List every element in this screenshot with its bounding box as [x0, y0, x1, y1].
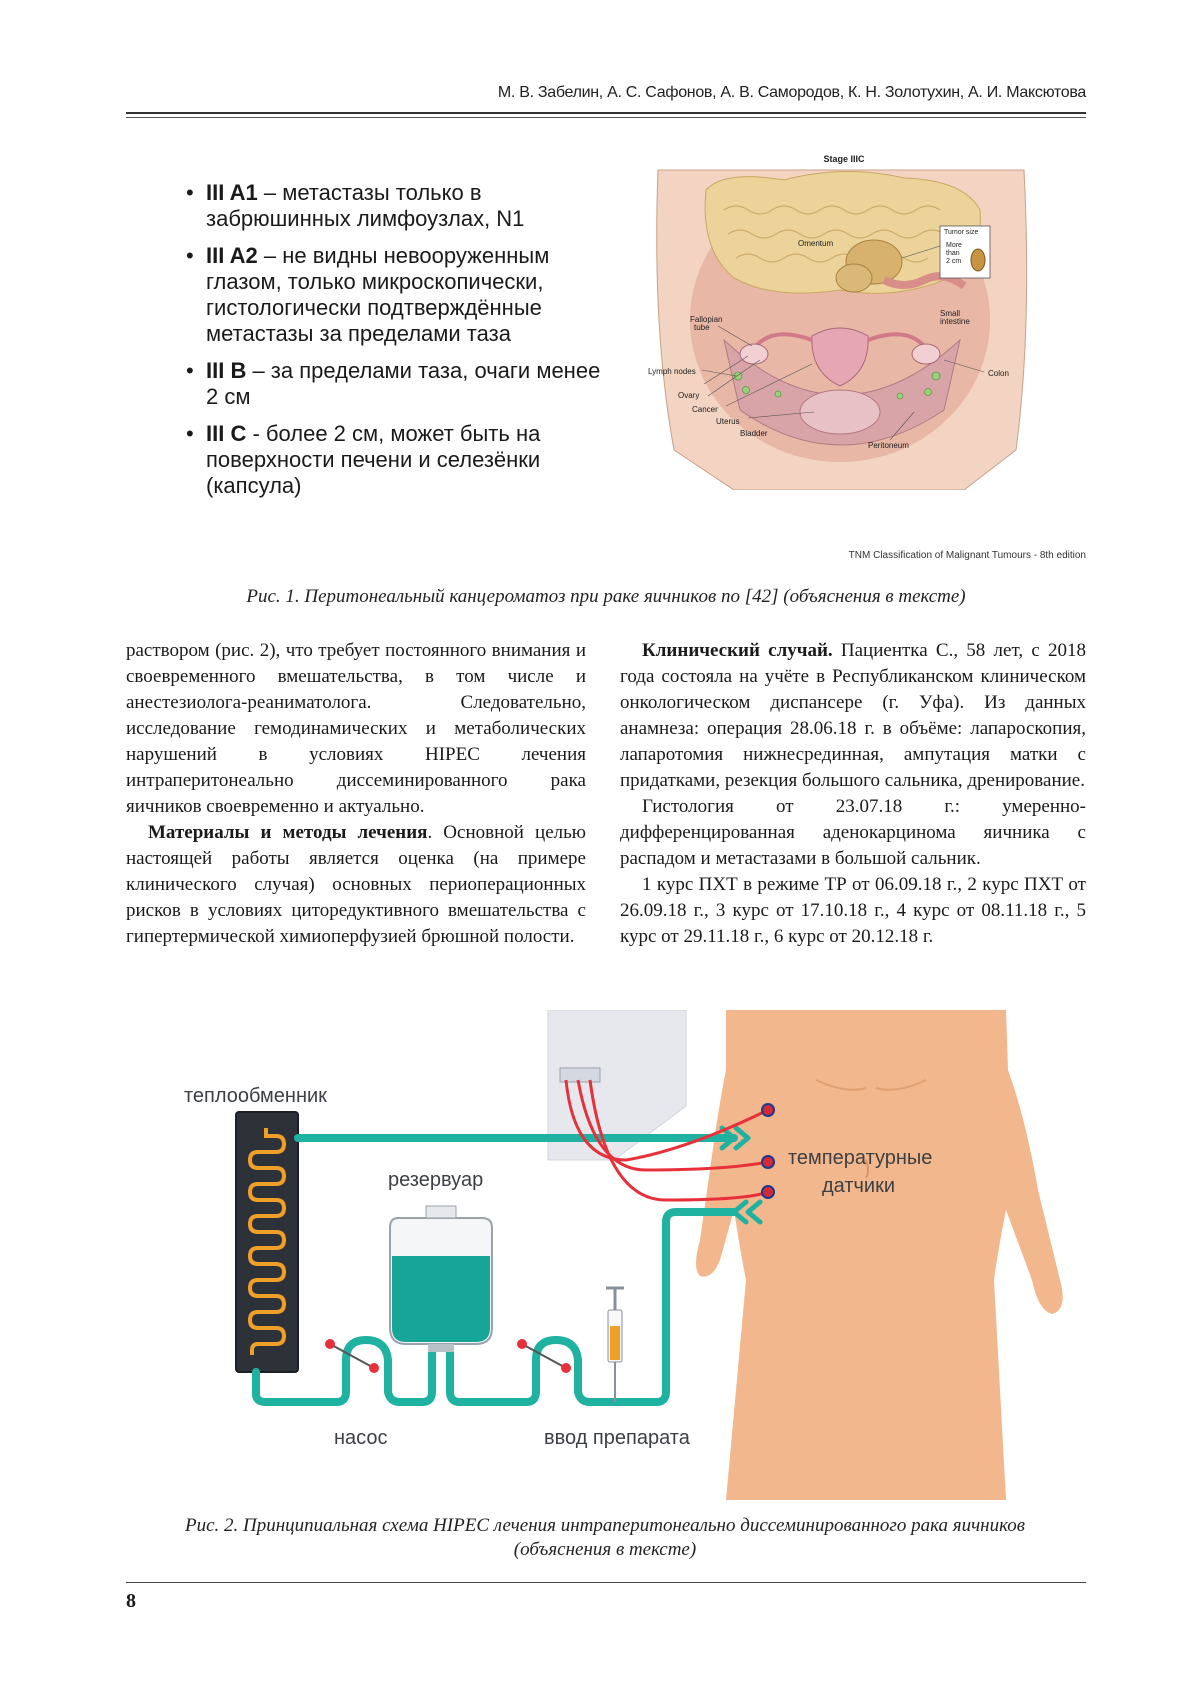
sensors-label-line2: датчики — [822, 1175, 896, 1197]
small-label: Small — [940, 309, 961, 318]
hipec-schematic — [126, 1010, 1086, 1500]
right-paragraph-1: Клинический случай. Пациентка С., 58 лет, с 2018 года состояла на учёте в Республиканском клиническом онкологическом диспансере (г. Уфа). Из данных анамнеза: операция 28.06.18 г. в объёме: лапароскопия, лапаротомия нижнесрединная, ампутация матки с придатками, резекция большого сальника, дренирование. — [620, 640, 1086, 791]
peritoneum-label: Peritoneum — [868, 441, 909, 450]
left-paragraph-1: раствором (рис. 2), что требует постоянного внимания и своевременного вмешательства, в том числе и анестезиолога-реаниматолога. Следовательно, исследование гемодинамических и метаболических нарушений в условиях HIPEC лечения интраперитонеально диссеминированного рака яичников своевременно и актуально. — [126, 640, 586, 817]
left-paragraph-2: Материалы и методы лечения. Основной целью настоящей работы является оценка (на примере клинического случая) основных периоперационных рисков в условиях циторедуктивного вмешательства с гипертермической химиоперфузией брюшной полости. — [126, 822, 586, 947]
tube-label: tube — [694, 323, 710, 332]
figure2-caption: Рис. 2. Принципиальная схема HIPEC лечения интраперитонеально диссеминированного рака яичников (объяснения в тексте) — [185, 1515, 1025, 1560]
tumor-size-label: Tumor size — [944, 229, 979, 236]
stage-item-iiib: • III B – за пределами таза, очаги менее 2 см — [188, 358, 618, 410]
tumor-more-label: More — [946, 242, 962, 249]
stage-item-iiic: • III C - более 2 см, может быть на поверхности печени и селезёнки (капсула) — [188, 421, 618, 499]
left-column — [126, 638, 586, 950]
pump-label: насос — [334, 1427, 388, 1449]
intestine-label: intestine — [940, 317, 970, 326]
stage-iiic-anatomy-illustration — [644, 150, 1034, 490]
heat-exchanger-label: теплообменник — [184, 1085, 327, 1107]
tumor-than-label: than — [946, 250, 960, 257]
running-header-authors: М. В. Забелин, А. С. Сафонов, А. В. Самородов, К. Н. Золотухин, А. И. Максютова — [497, 84, 1086, 101]
bladder-label: Bladder — [740, 429, 768, 438]
right-paragraph-2: Гистология от 23.07.18 г.: умеренно-дифференцированная аденокарцинома яичника с распадом и метастазами в большой сальник. — [620, 796, 1086, 869]
lymph-nodes-label: Lymph nodes — [648, 367, 696, 376]
page-number: 8 — [126, 1590, 136, 1612]
uterus-label: Uterus — [716, 417, 740, 426]
colon-label: Colon — [988, 369, 1009, 378]
right-column — [620, 638, 1086, 950]
header-rule-thin — [126, 117, 1086, 118]
stage-item-iiia2: • III A2 – не видны невооруженным глазом, только микроскопически, гистологически подтверждённые метастазы за пределами таза — [188, 243, 618, 347]
omentum-label: Omentum — [798, 239, 834, 248]
header-rule-thick — [126, 112, 1086, 114]
ovary-label: Ovary — [678, 391, 700, 400]
figure1-stage-list — [188, 180, 618, 510]
figure1-source-credit: TNM Classification of Malignant Tumours - 8th edition — [848, 550, 1086, 561]
sensors-label-line1: температурные — [788, 1147, 933, 1169]
cancer-label: Cancer — [692, 405, 718, 414]
reservoir-label: резервуар — [388, 1169, 484, 1191]
drug-input-label: ввод препарата — [544, 1427, 690, 1449]
stage-item-iiia1: • III A1 – метастазы только в забрюшинных лимфоузлах, N1 — [188, 180, 618, 232]
figure1-caption: Рис. 1. Перитонеальный канцероматоз при раке яичников по [42] (объяснения в тексте) — [246, 586, 966, 607]
tumor-2cm-label: 2 cm — [946, 258, 962, 265]
fallopian-label: Fallopian — [690, 315, 723, 324]
footer-rule — [126, 1582, 1086, 1583]
right-paragraph-3: 1 курс ПХТ в режиме ТР от 06.09.18 г., 2 курс ПХТ от 26.09.18 г., 3 курс от 17.10.18 г., 4 курс от 08.11.18 г., 5 курс от 29.11.18 г., 6 курс от 20.12.18 г. — [620, 874, 1086, 947]
stage-label: Stage IIIC — [823, 154, 865, 164]
